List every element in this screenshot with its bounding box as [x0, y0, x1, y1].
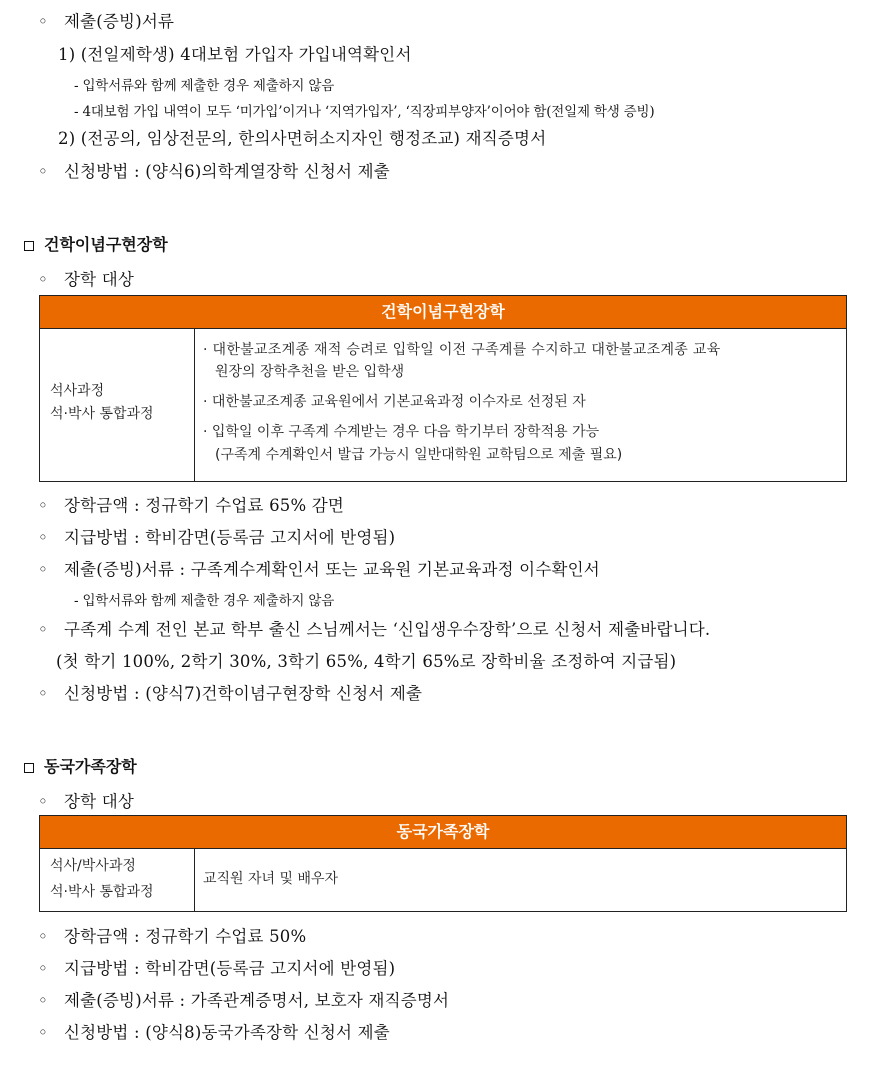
amount-text: 장학금액 : 정규학기 수업료 50%	[64, 927, 307, 946]
table-left-cell	[40, 849, 195, 911]
criteria-line-3: · 대한불교조계종 교육원에서 기본교육과정 이수자로 선정된 자	[203, 394, 586, 410]
method-text: 지급방법 : 학비감면(등록금 고지서에 반영됨)	[64, 959, 396, 978]
table-title: 동국가족장학	[40, 816, 846, 849]
target-label: 장학 대상	[64, 792, 135, 811]
section-heading-founding	[24, 234, 168, 256]
bullet-icon: ◦	[38, 792, 48, 811]
criteria-line-4: · 입학일 이후 구족계 수계받는 경우 다음 학기부터 장학적용 가능	[203, 424, 600, 440]
bullet-icon: ◦	[38, 684, 48, 703]
monk-note-text: 구족계 수계 전인 본교 학부 출신 스님께서는 ‘신입생우수장학’으로 신청서 제출바랍니다.	[64, 620, 711, 639]
docs-line-2	[38, 559, 600, 581]
bullet-icon: ◦	[38, 496, 48, 515]
apply-text: 신청방법 : (양식7)건학이념구현장학 신청서 제출	[64, 684, 423, 703]
target-line	[38, 269, 134, 291]
checkbox-square-icon	[24, 241, 34, 251]
docs-item-2: 2) (전공의, 임상전문의, 한의사면허소지자인 행정조교) 재직증명서	[58, 129, 547, 148]
amount-line-3	[38, 926, 306, 948]
method-line-2	[38, 527, 395, 549]
scholarship-table-founding	[39, 295, 847, 482]
bullet-icon: ◦	[38, 1023, 48, 1042]
bullet-icon: ◦	[38, 620, 48, 639]
docs-text: 제출(증빙)서류 : 가족관계증명서, 보호자 재직증명서	[64, 991, 450, 1010]
amount-text: 장학금액 : 정규학기 수업료 65% 감면	[64, 496, 345, 515]
apply-line-2	[38, 683, 422, 705]
eligibility-text: 교직원 자녀 및 배우자	[203, 871, 339, 887]
scholarship-table-family	[39, 815, 847, 912]
docs-label: 제출(증빙)서류	[64, 12, 175, 31]
method-text: 지급방법 : 학비감면(등록금 고지서에 반영됨)	[64, 528, 396, 547]
bullet-icon: ◦	[38, 927, 48, 946]
bullet-icon: ◦	[38, 560, 48, 579]
docs-subnote-2: - 4대보험 가입 내역이 모두 ‘미가입’이거나 ‘지역가입자’, ‘직장피부양자’이어야 함(전일제 학생 증빙)	[74, 104, 655, 120]
section-heading-family	[24, 756, 137, 778]
criteria-line-2: 원장의 장학추천을 받은 입학생	[215, 364, 405, 380]
apply-line-3	[38, 1022, 390, 1044]
docs-line	[38, 11, 174, 33]
table-right-cell	[195, 849, 846, 911]
bullet-icon: ◦	[38, 991, 48, 1010]
table-right-cell	[195, 329, 846, 481]
table-left-cell	[40, 329, 195, 481]
docs-line-3	[38, 990, 449, 1012]
heading-text: 동국가족장학	[44, 757, 137, 776]
bullet-icon: ◦	[38, 528, 48, 547]
monk-note-detail: (첫 학기 100%, 2학기 30%, 3학기 65%, 4학기 65%로 장학비율 조정하여 지급됨)	[56, 652, 677, 671]
program-integrated: 석·박사 통합과정	[50, 884, 154, 900]
bullet-icon: ◦	[38, 12, 48, 31]
criteria-line-1: · 대한불교조계종 재적 승려로 입학일 이전 구족계를 수지하고 대한불교조계종 교육	[203, 342, 721, 358]
apply-line-1	[38, 161, 390, 183]
docs-subnote-1: - 입학서류와 함께 제출한 경우 제출하지 않음	[74, 78, 335, 94]
bullet-icon: ◦	[38, 270, 48, 289]
bullet-icon: ◦	[38, 959, 48, 978]
table-title: 건학이념구현장학	[40, 296, 846, 329]
docs-text: 제출(증빙)서류 : 구족계수계확인서 또는 교육원 기본교육과정 이수확인서	[64, 560, 600, 579]
monk-note-line	[38, 619, 710, 641]
heading-text: 건학이념구현장학	[44, 235, 168, 254]
program-master-doctor: 석사/박사과정	[50, 858, 136, 874]
method-line-3	[38, 958, 395, 980]
bullet-icon: ◦	[38, 162, 48, 181]
criteria-line-5: (구족계 수계확인서 발급 가능시 일반대학원 교학팀으로 제출 필요)	[215, 447, 623, 463]
target-label: 장학 대상	[64, 270, 135, 289]
program-master: 석사과정	[50, 383, 105, 399]
apply-text: 신청방법 : (양식6)의학계열장학 신청서 제출	[64, 162, 390, 181]
target-line-3	[38, 791, 134, 813]
amount-line-2	[38, 495, 344, 517]
program-integrated: 석·박사 통합과정	[50, 406, 154, 422]
apply-text: 신청방법 : (양식8)동국가족장학 신청서 제출	[64, 1023, 390, 1042]
checkbox-square-icon	[24, 763, 34, 773]
docs-note-2: - 입학서류와 함께 제출한 경우 제출하지 않음	[74, 593, 335, 609]
docs-item-1: 1) (전일제학생) 4대보험 가입자 가입내역확인서	[58, 45, 412, 64]
